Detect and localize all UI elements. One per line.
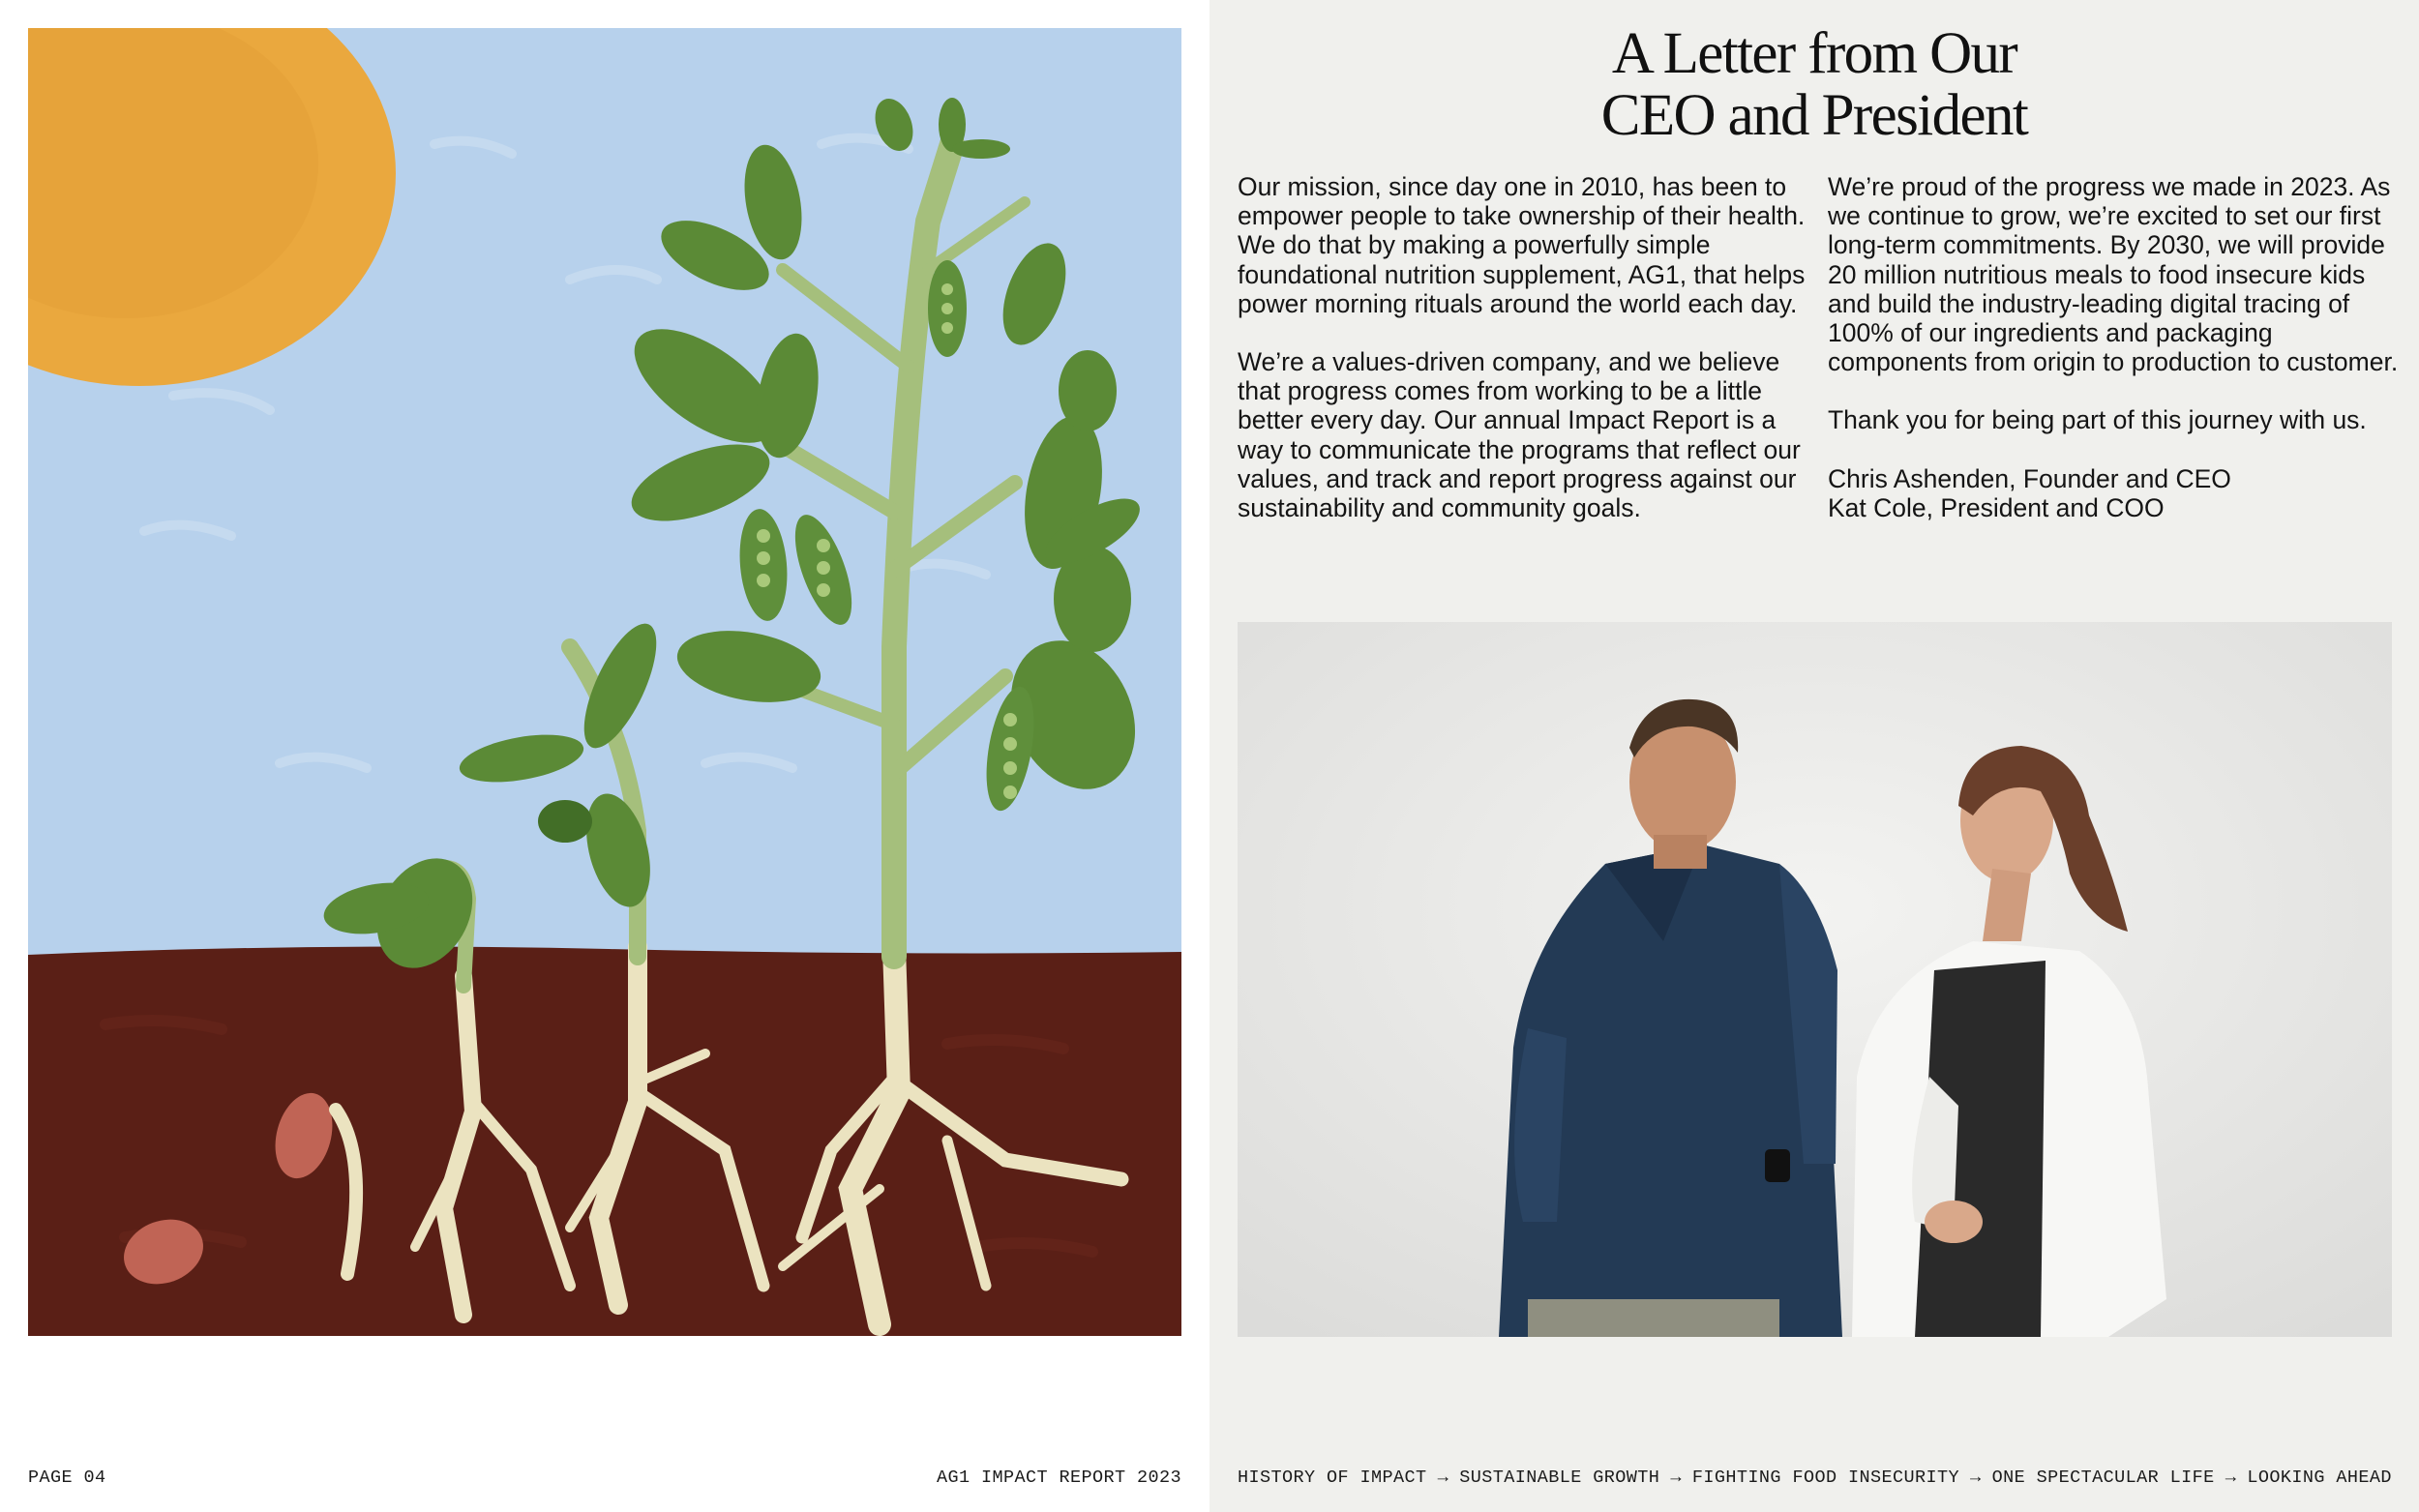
arrow-right-icon: →: [2225, 1468, 2237, 1488]
letter-title-line: CEO and President: [1600, 83, 2028, 148]
letter-title: [1210, 23, 2419, 147]
letter-column-1: [1238, 172, 1808, 551]
page-number: PAGE 04: [28, 1468, 106, 1488]
letter-column-2: [1828, 172, 2399, 522]
arrow-right-icon: →: [1437, 1468, 1449, 1488]
nav-item-looking-ahead[interactable]: LOOKING AHEAD: [2247, 1468, 2392, 1488]
letter-paragraph: Thank you for being part of this journey with us.: [1828, 405, 2367, 435]
nav-item-sustainable-growth[interactable]: SUSTAINABLE GROWTH: [1459, 1468, 1660, 1488]
letter-paragraph: Our mission, since day one in 2010, has been to empower people to take ownership of their health. We do that by making a powerfully simple foundational nutrition supplement, AG1, that helps power morning rituals around the world each day.: [1238, 172, 1806, 318]
nav-item-one-spectacular-life[interactable]: ONE SPECTACULAR LIFE: [1991, 1468, 2215, 1488]
arrow-right-icon: →: [1670, 1468, 1682, 1488]
letter-paragraph: We’re proud of the progress we made in 2023. As we continue to grow, we’re excited to set our first long-term commitments. By 2030, we will provide 20 million nutritious meals to food insecure kids and build the industry-leading digital tracing of 100% of our ingredients and packaging components from origin to production to customer.: [1828, 172, 2399, 377]
letter-title-line: A Letter from Our: [1611, 21, 2017, 86]
executives-photo: [1238, 622, 2392, 1337]
signature-ceo: Chris Ashenden, Founder and CEO: [1828, 463, 2231, 493]
signature-president: Kat Cole, President and COO: [1828, 492, 2165, 522]
report-title: AG1 IMPACT REPORT 2023: [936, 1468, 1181, 1488]
letter-paragraph: We’re a values-driven company, and we believe that progress comes from working to be a little better every day. Our annual Impact Report is a way to communicate the programs that reflect our values, and track and report progress against our sustainability and community goals.: [1238, 347, 1801, 523]
section-navigation: [1238, 1468, 2392, 1488]
arrow-right-icon: →: [1970, 1468, 1982, 1488]
signature-block: [1828, 464, 2399, 522]
nav-item-fighting-food-insecurity[interactable]: FIGHTING FOOD INSECURITY: [1691, 1468, 1959, 1488]
nav-item-history-of-impact[interactable]: HISTORY OF IMPACT: [1238, 1468, 1427, 1488]
plant-growth-illustration: [28, 28, 1181, 1336]
